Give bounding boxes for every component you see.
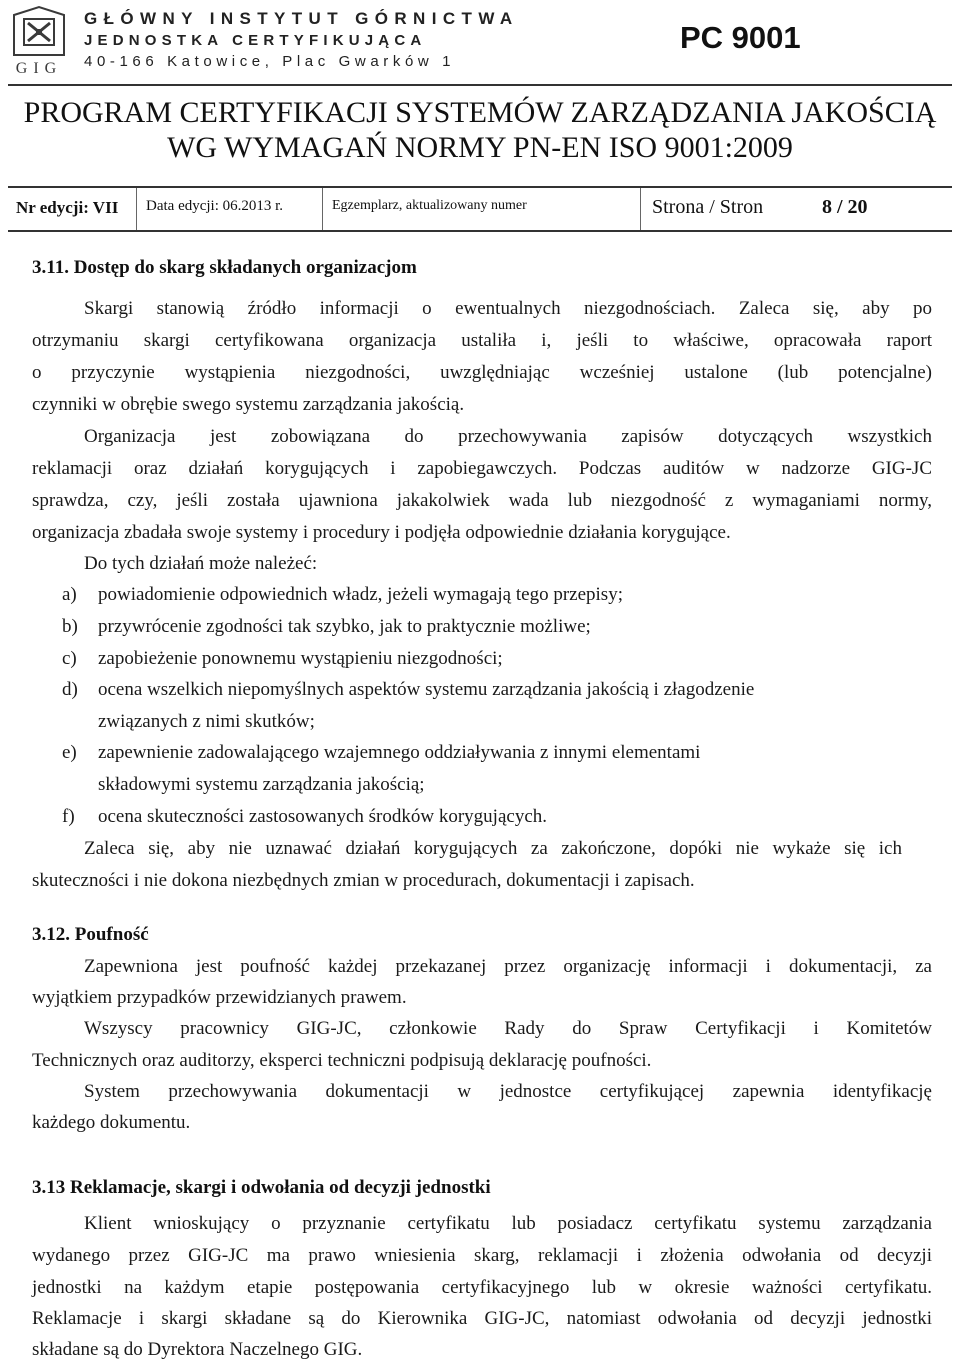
paragraph-line: Reklamacje i skargi składane są do Kierownika GIG-JC, natomiast odwołania od decyzji jednostki — [32, 1308, 932, 1329]
header-divider — [8, 84, 952, 86]
meta-divider — [640, 188, 641, 230]
section-heading-3-13: 3.13 Reklamacje, skargi i odwołania od decyzji jednostki — [32, 1177, 491, 1198]
section-heading-3-12: 3.12. Poufność — [32, 924, 149, 945]
list-item: powiadomienie odpowiednich władz, jeżeli wymagają tego przepisy; — [98, 584, 623, 605]
copy-label: Egzemplarz, aktualizowany numer — [332, 198, 527, 213]
list-item-continuation: składowymi systemu zarządzania jakością; — [98, 774, 425, 795]
page-number: 8 / 20 — [822, 196, 868, 218]
list-marker: e) — [62, 742, 77, 763]
paragraph-line: sprawdza, czy, jeśli została ujawniona jakakolwiek wada lub niezgodność z wymaganiami normy, — [32, 490, 932, 511]
paragraph-line: Do tych działań może należeć: — [84, 553, 318, 574]
paragraph-line: wyjątkiem przypadków przewidzianych prawem. — [32, 987, 407, 1008]
meta-divider — [322, 188, 323, 230]
edition-number: Nr edycji: VII — [16, 198, 119, 217]
list-marker: a) — [62, 584, 77, 605]
list-marker: c) — [62, 648, 77, 669]
svg-text:GIG: GIG — [15, 60, 63, 77]
edition-date: Data edycji: 06.2013 r. — [146, 198, 284, 214]
list-marker: d) — [62, 679, 78, 700]
paragraph-line: Organizacja jest zobowiązana do przechowywania zapisów dotyczących wszystkich — [84, 426, 932, 447]
meta-divider — [136, 188, 137, 230]
paragraph-line: organizacja zbadała swoje systemy i procedury i podjęła odpowiednie działania korygujące. — [32, 522, 731, 543]
list-marker: b) — [62, 616, 78, 637]
list-item: zapewnienie zadowalającego wzajemnego oddziaływania z innymi elementami — [98, 742, 701, 763]
paragraph-line: wydanego przez GIG-JC ma prawo wniesienia skarg, reklamacji i złożenia odwołania od decyzji — [32, 1245, 932, 1266]
program-title-line1: PROGRAM CERTYFIKACJI SYSTEMÓW ZARZĄDZANIA JAKOŚCIĄ — [23, 96, 937, 129]
list-marker: f) — [62, 806, 75, 827]
paragraph-line: Zaleca się, aby nie uznawać działań korygujących za zakończone, dopóki nie wykaże się ich — [84, 838, 902, 859]
paragraph-line: o przyczynie wystąpienia niezgodności, uwzględniając wcześniej ustalone (lub potencjalne) — [32, 362, 932, 383]
institute-unit: JEDNOSTKA CERTYFIKUJĄCA — [84, 32, 427, 49]
list-item: ocena wszelkich niepomyślnych aspektów systemu zarządzania jakością i złagodzenie — [98, 679, 755, 700]
paragraph-line: Wszyscy pracownicy GIG-JC, członkowie Rady do Spraw Certyfikacji i Komitetów — [84, 1018, 932, 1039]
paragraph-line: reklamacji oraz działań korygujących i zapobiegawczych. Podczas auditów w nadzorze GIG-JC — [32, 458, 932, 479]
paragraph-line: Skargi stanowią źródło informacji o ewentualnych niezgodnościach. Zaleca się, aby po — [84, 298, 932, 319]
paragraph-line: Klient wnioskujący o przyznanie certyfikatu lub posiadacz certyfikatu systemu zarządzania — [84, 1213, 932, 1234]
paragraph-line: czynniki w obrębie swego systemu zarządzania jakością. — [32, 394, 465, 415]
paragraph-line: jednostki na każdym etapie postępowania certyfikacyjnego lub w okresie ważności certyfikatu. — [32, 1277, 932, 1298]
list-item-continuation: związanych z nimi skutków; — [98, 711, 315, 732]
institute-name: GŁÓWNY INSTYTUT GÓRNICTWA — [84, 9, 519, 28]
section-heading-3-11: 3.11. Dostęp do skarg składanych organizacjom — [32, 257, 417, 278]
paragraph-line: Technicznych oraz auditorzy, eksperci techniczni podpisują deklarację poufności. — [32, 1050, 652, 1071]
gig-logo — [8, 5, 70, 77]
paragraph-line: otrzymaniu skargi certyfikowana organizacja ustaliła i, jeśli to właściwe, opracowała raport — [32, 330, 932, 351]
paragraph-line: składane są do Dyrektora Naczelnego GIG. — [32, 1339, 363, 1360]
institute-address: 40-166 Katowice, Plac Gwarków 1 — [84, 53, 456, 70]
document-header — [0, 0, 960, 84]
paragraph-line: Zapewniona jest poufność każdej przekazanej przez organizację informacji i dokumentacji, za — [84, 956, 932, 977]
document-code: PC 9001 — [680, 20, 801, 55]
page-label: Strona / Stron — [652, 196, 764, 218]
program-title-line2: WG WYMAGAŃ NORMY PN-EN ISO 9001:2009 — [167, 131, 793, 164]
document-meta-row — [8, 186, 952, 232]
list-item: przywrócenie zgodności tak szybko, jak to praktycznie możliwe; — [98, 616, 591, 637]
paragraph-line: skuteczności i nie dokona niezbędnych zmian w procedurach, dokumentacji i zapisach. — [32, 870, 695, 891]
list-item: zapobieżenie ponownemu wystąpieniu niezgodności; — [98, 648, 503, 669]
paragraph-line: każdego dokumentu. — [32, 1112, 191, 1133]
paragraph-line: System przechowywania dokumentacji w jednostce certyfikującej zapewnia identyfikację — [84, 1081, 932, 1102]
list-item: ocena skuteczności zastosowanych środków korygujących. — [98, 806, 547, 827]
